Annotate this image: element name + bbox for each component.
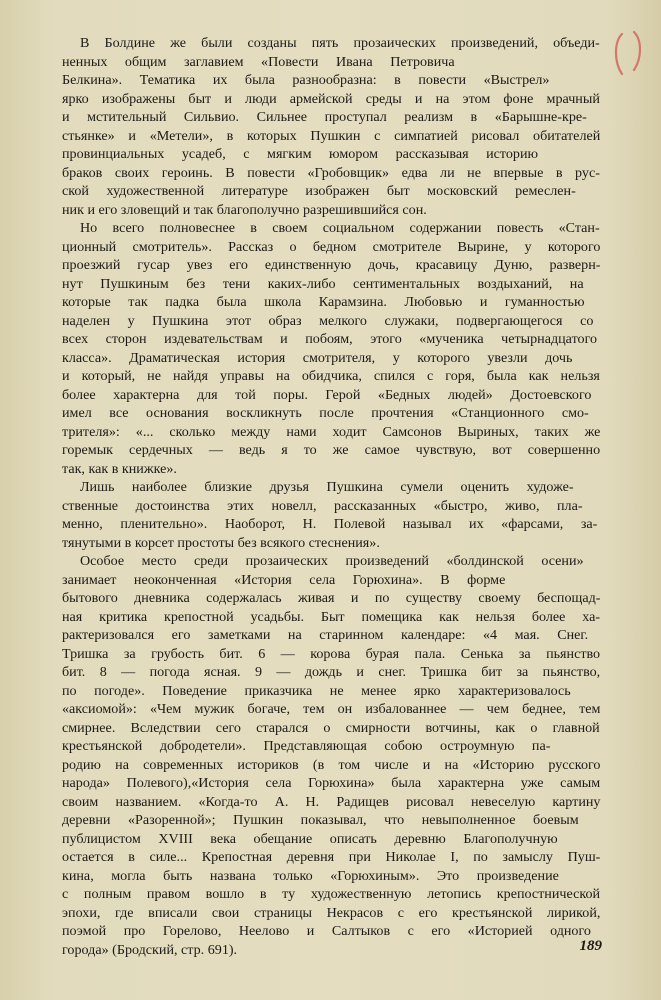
text-line: ционный смотритель». Рассказ о бедном смотрителе Вырине, у которого [62,238,601,255]
text-line: Но всего полновеснее в своем социальном содержании повесть «Стан- [80,220,600,236]
text-line: поэмой про Горелово, Неелово и Салтыков с его «Историей одного [62,923,591,939]
text-line: «аксиомой»: «Чем мужик богаче, тем он избалованнее — чем беднее, тем [62,701,601,717]
text-line: деревни «Разоренной»; Пушкин показывал, что невыполненное боевым [62,812,579,828]
text-line: рактеризовался его заметками на старинном календаре: «4 мая. Снег. [62,627,589,643]
text-line: более характерна для той поры. Герой «Бедных людей» Достоевского [62,386,592,403]
text-line: наделен у Пушкина этот образ мелкого служаки, подвергающегося со [62,312,594,329]
text-line: класса». Драматическая история смотрителя, у которого увезли дочь [62,349,573,366]
text-line: и который, не найдя управы на обидчика, спился с горя, была как нельзя [62,368,600,384]
text-line: ярко изображены быт и люди армейской среды и на этом фоне мрачный [62,90,600,107]
text-line: В Болдине же были созданы пять прозаических произведений, объеди- [80,35,600,51]
text-line: имел все основания воскликнуть после прочтения «Станционного смо- [62,405,589,421]
text-line: родию на современных историков (в том числе и на «Историю русского [62,756,601,773]
text-line: ненных общим заглавием «Повести Ивана Петровича [62,53,455,70]
text-line: города» (Бродский, стр. 691). [62,941,238,958]
text-line: по погоде». Поведение приказчика не менее ярко характеризовалось [62,682,571,699]
margin-pencil-mark [612,28,648,88]
text-line: и мстительный Сильвио. Сильнее проступал реализм в «Барышне-кре- [62,109,587,125]
text-line: браков своих героинь. В повести «Гробовщик» едва ли не впервые в рус- [62,164,600,181]
text-line: народа» Полевого),«История села Горюхина» была характерна уже самым [62,775,601,791]
text-line: менно, пленительно». Наоборот, Н. Полевой называл их «фарсами, за- [62,516,598,532]
text-line: Лишь наиболее близкие друзья Пушкина сумели оценить художе- [80,479,574,495]
text-line: тянутыми в корсет простоты без всякого стеснения». [62,534,380,551]
text-line: горемык сердечных — ведь я то же самое чувствую, вот совершенно [62,442,601,458]
text-line: с полным правом вошло в ту художественную летопись крепостнической [62,886,601,902]
text-line: всех сторон издевательствам и побоям, этого «мученика четырнадцатого [62,331,598,347]
text-line: так, как в книжке». [62,460,177,477]
text-line: ственные достоинства этих новелл, рассказанных «быстро, живо, пла- [62,497,583,514]
text-line: провинциальных усадеб, с мягким юмором рассказывая историю [62,146,539,162]
text-line: которые так падка была школа Карамзина. Любовью и гуманностью [62,294,585,310]
text-line: ная критика крепостной усадьбы. Быт помещика как нельзя более ха- [62,608,601,625]
text-line: кина, могла быть названа только «Горюхиным». Это произведение [62,867,559,884]
text-line: ник и его зловещий и так благополучно разрешившийся сон. [62,201,427,218]
text-line: стьянке» и «Метели», в которых Пушкин с симпатией рисовал обитателей [62,127,601,144]
text-line: трителя»: «... сколько между нами ходит Самсонов Выриных, таких же [62,423,601,440]
text-line: Тришка за грубость бит. 6 — корова бурая пала. Сенька за пьянство [62,645,601,662]
text-line: Особое место среди прозаических произведений «болдинской осени» [80,553,584,569]
text-line: Белкина». Тематика их была разнообразна: в повести «Выстрел» [62,72,550,88]
text-line: остается в силе... Крепостная деревня при Николае I, по замыслу Пуш- [62,849,601,865]
text-line: крестьянской добродетели». Представляющая собою остроумную па- [62,738,551,754]
text-line: публицистом XVIII века обещание описать деревню Благополучную [62,830,558,847]
text-line: занимает неоконченная «История села Горюхина». В форме [62,571,506,588]
text-line: нут Пушкиным без тени каких-либо сентиментальных воздыханий, на [62,275,584,292]
text-line: бытового дневника содержалась живая и по существу своему беспощад- [62,590,601,606]
text-line: бит. 8 — погода ясная. 9 — дождь и снег. Тришка бит за пьянство, [62,664,601,680]
text-line: эпохи, где вписали свои страницы Некрасов с его крестьянской лирикой, [62,904,601,921]
text-line: своим названием. «Когда-то А. Н. Радищев рисовал невеселую картину [62,793,601,810]
text-line: ской художественной литературе изображен быт московский ремеслен- [62,183,576,199]
body-text [62,34,600,959]
text-line: проезжий гусар увез его единственную дочь, красавицу Дуню, разверн- [62,257,601,273]
page-number: 189 [579,938,602,954]
text-line: смирнее. Вследствии сего старался о смирности вотчины, как о главной [62,719,600,736]
